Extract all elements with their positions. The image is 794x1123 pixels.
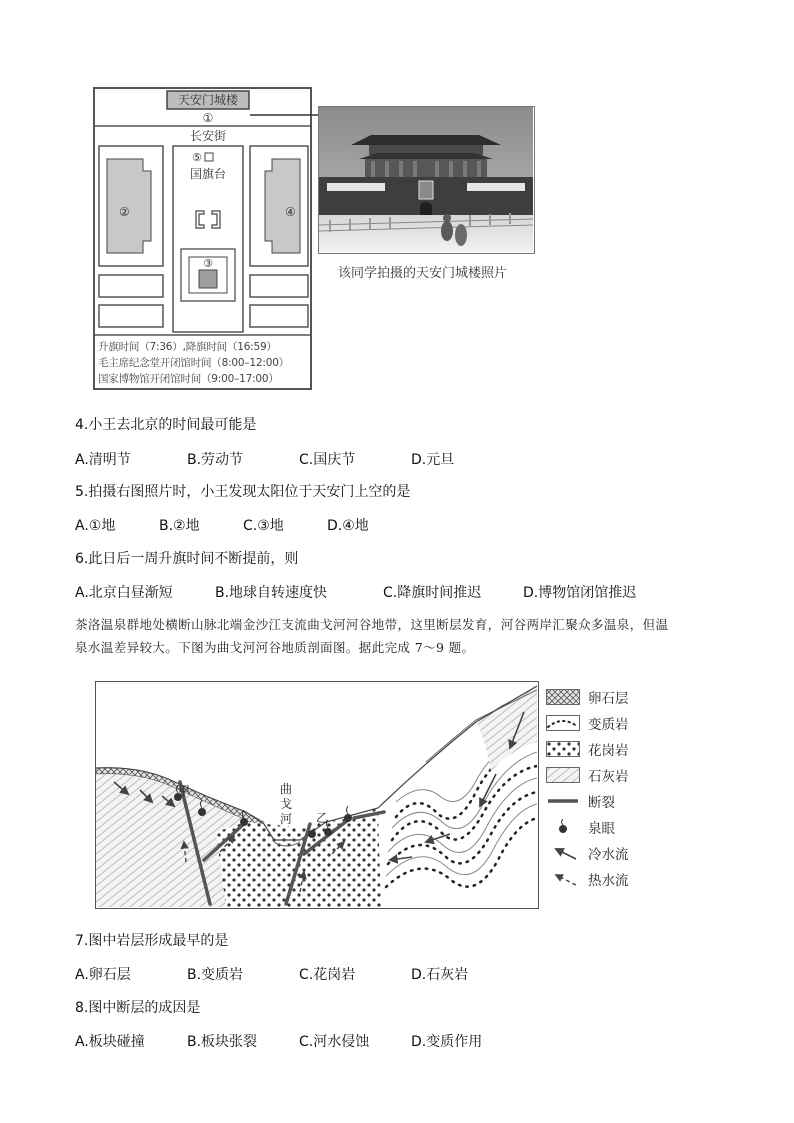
legend-metamorphic [546,714,629,732]
map-marker-4: ④ [285,205,296,219]
question-8-option-c[interactable]: C.河水侵蚀 [299,1034,370,1050]
legend-fault-label: 断裂 [588,795,615,811]
map-flag-platform-label: 国旗台 [189,167,227,181]
tiananmen-photo [318,106,535,254]
question-6-option-d[interactable]: D.博物馆闭馆推迟 [523,585,637,601]
question-4-option-b[interactable]: B.劳动节 [187,452,244,468]
question-6-option-c[interactable]: C.降旗时间推迟 [383,585,482,601]
legend-cold-flow-label: 冷水流 [588,847,629,863]
question-5-option-a[interactable]: A.①地 [75,518,116,534]
question-5-stem: 5.拍摄右图照片时，小王发现太阳位于天安门上空的是 [75,484,411,500]
passage-line-1: 茶洛温泉群地处横断山脉北端金沙江支流曲戈河河谷地带，这里断层发育，河谷两岸汇聚众多温泉，但温 [75,617,669,632]
legend-hot-flow [546,870,629,888]
legend-pebble-label: 卵石层 [588,691,629,707]
map-marker-3: ③ [203,257,213,270]
question-4-option-c[interactable]: C.国庆节 [299,452,356,468]
question-8-stem: 8.图中断层的成因是 [75,1000,201,1016]
legend-metamorphic-label: 变质岩 [588,717,629,733]
question-4-option-d[interactable]: D.元旦 [411,452,455,468]
question-6-option-b[interactable]: B.地球自转速度快 [215,585,328,601]
legend-granite-label: 花岗岩 [588,743,629,759]
question-8-option-d[interactable]: D.变质作用 [411,1034,483,1050]
question-7-stem: 7.图中岩层形成最早的是 [75,933,229,949]
question-5-option-c[interactable]: C.③地 [243,518,284,534]
legend-hot-flow-label: 热水流 [588,873,629,889]
tiananmen-map [93,87,312,390]
question-6-stem: 6.此日后一周升旗时间不断提前，则 [75,551,299,567]
question-7-option-c[interactable]: C.花岗岩 [299,967,356,983]
question-7-option-a[interactable]: A.卵石层 [75,967,131,983]
question-7-option-d[interactable]: D.石灰岩 [411,967,469,983]
legend-cold-flow [546,844,629,862]
question-7-option-b[interactable]: B.变质岩 [187,967,244,983]
map-footer-mausoleum-hours: 毛主席纪念堂开闭馆时间（8:00–12:00） [98,357,289,369]
legend-fault [546,792,615,810]
geo-river-label: 曲戈河 [279,782,292,826]
map-title: 天安门城楼 [177,93,239,107]
geology-drawing [96,682,537,907]
map-footer-museum-hours: 国家博物馆开闭馆时间（9:00–17:00） [98,373,279,385]
question-8-option-b[interactable]: B.板块张裂 [187,1034,258,1050]
photo-image [319,107,533,252]
geo-label-yi: 乙 [316,811,329,825]
question-8-option-a[interactable]: A.板块碰撞 [75,1034,145,1050]
map-marker-5: ⑤ [192,151,202,164]
legend-limestone [546,766,629,784]
question-5-option-b[interactable]: B.②地 [159,518,200,534]
question-4-option-a[interactable]: A.清明节 [75,452,131,468]
question-6-option-a[interactable]: A.北京白昼渐短 [75,585,173,601]
geology-cross-section [95,681,539,909]
legend-spring [546,818,615,836]
legend-limestone-label: 石灰岩 [588,769,629,785]
photo-caption: 该同学拍摄的天安门城楼照片 [338,266,508,281]
connector-line [250,108,322,122]
legend-spring-label: 泉眼 [588,821,615,837]
question-4-stem: 4.小王去北京的时间最可能是 [75,417,257,433]
passage-line-2: 泉水温差异较大。下图为曲戈河河谷地质剖面图。据此完成 7～9 题。 [75,640,475,655]
map-marker-1: ① [202,111,214,125]
legend-granite [546,740,629,758]
map-street-label: 长安街 [189,129,227,143]
question-5-option-d[interactable]: D.④地 [327,518,369,534]
geo-label-jia: 甲 [178,784,191,798]
map-marker-2: ② [119,205,130,219]
legend-pebble [546,688,629,706]
map-footer-flag-times: 升旗时间（7:36）,降旗时间（16:59） [98,341,277,353]
